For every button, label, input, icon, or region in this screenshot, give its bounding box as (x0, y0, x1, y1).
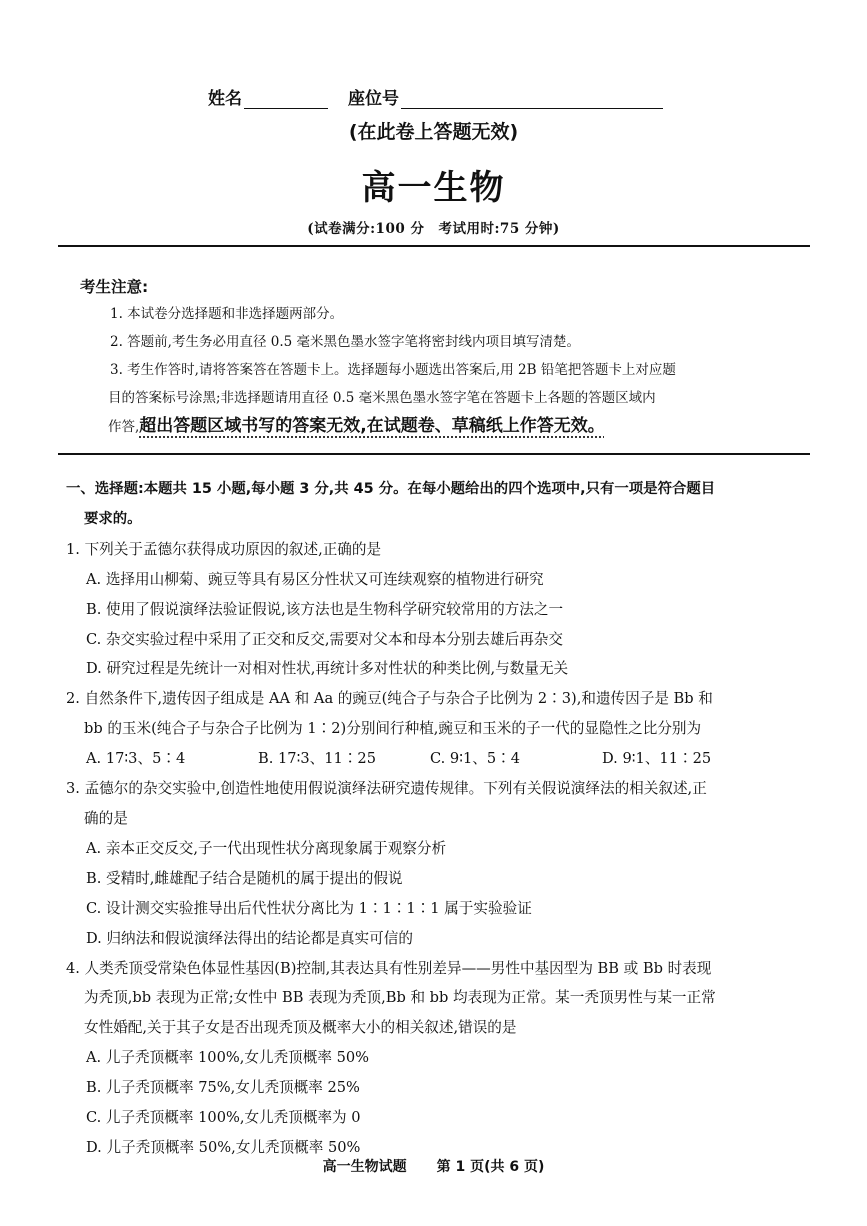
exam-title: 高一生物 (361, 168, 506, 208)
page-footer (0, 1156, 867, 1176)
divider-top (58, 245, 810, 247)
notice-emphasis: 超出答题区域书写的答案无效,在试题卷、草稿纸上作答无效。 (139, 416, 605, 436)
q1-option-c: C. 杂交实验过程中采用了正交和反交,需要对父本和母本分别去雄后再杂交 (86, 630, 563, 648)
q4-option-c: C. 儿子秃顶概率 100%,女儿秃顶概率为 0 (86, 1109, 361, 1127)
q4-option-b: B. 儿子秃顶概率 75%,女儿秃顶概率 25% (86, 1079, 360, 1097)
q4-stem-line-3: 女性婚配,关于其子女是否出现秃顶及概率大小的相关叙述,错误的是 (84, 1019, 517, 1037)
student-info-row (208, 84, 669, 109)
q2-option-b: B. 17∶3、11∶25 (258, 750, 376, 768)
q3-option-c: C. 设计测交实验推导出后代性状分离比为 1∶1∶1∶1 属于实验验证 (86, 899, 532, 917)
name-blank[interactable] (244, 90, 328, 109)
q2-stem-line-1: 2. 自然条件下,遗传因子组成是 AA 和 Aa 的豌豆(纯合子与杂合子比例为 2∶3),和遗传因子是 Bb 和 (66, 690, 713, 708)
notice-heading: 考生注意: (80, 278, 149, 296)
q4-option-d: D. 儿子秃顶概率 50%,女儿秃顶概率 50% (86, 1138, 361, 1156)
section-heading-line-2: 要求的。 (84, 510, 142, 527)
q2-stem-line-2: bb 的玉米(纯合子与杂合子比例为 1∶2)分别间行种植,豌豆和玉米的子一代的显隐性之比分别为 (84, 720, 702, 738)
q1-option-d: D. 研究过程是先统计一对相对性状,再统计多对性状的种类比例,与数量无关 (86, 660, 569, 678)
q3-option-a: A. 亲本正交反交,子一代出现性状分离现象属于观察分析 (86, 839, 447, 857)
q3-stem-line-2: 确的是 (84, 809, 128, 827)
q2-option-c: C. 9∶1、5∶4 (430, 750, 521, 768)
q4-option-a: A. 儿子秃顶概率 100%,女儿秃顶概率 50% (86, 1049, 370, 1067)
name-label: 姓名 (208, 89, 242, 109)
notice-item-3-lead: 作答, (108, 419, 140, 435)
q2-options (66, 744, 812, 774)
notice-item-3-line-3 (80, 412, 810, 441)
q4-stem-line-1: 4. 人类秃顶受常染色体显性基因(B)控制,其表达具有性别差异——男性中基因型为 BB 或 Bb 时表现 (66, 959, 712, 977)
q3-stem-line-1: 3. 孟德尔的杂交实验中,创造性地使用假说演绎法研究遗传规律。下列有关假说演绎法的相关叙述,正 (66, 780, 707, 798)
q2-option-d: D. 9∶1、11∶25 (602, 750, 712, 768)
q4-stem-line-2: 为秃顶,bb 表现为正常;女性中 BB 表现为秃顶,Bb 和 bb 均表现为正常。某一秃顶男性与某一正常 (84, 989, 716, 1007)
footer-page-info: 第 1 页(共 6 页) (436, 1159, 545, 1175)
notice-item-3-line-2: 目的答案标号涂黑;非选择题请用直径 0.5 毫米黑色墨水签字笔在答题卡上各题的答题区域内 (108, 390, 656, 406)
seat-blank[interactable] (401, 90, 663, 109)
notice-item-3-line-1: 3. 考生作答时,请将答案答在答题卡上。选择题每小题选出答案后,用 2B 铅笔把答题卡上对应题 (110, 362, 676, 378)
q3-option-b: B. 受精时,雌雄配子结合是随机的属于提出的假说 (86, 869, 403, 887)
seat-label: 座位号 (348, 89, 399, 109)
divider-bottom (58, 453, 810, 455)
notice-item-1: 1. 本试卷分选择题和非选择题两部分。 (110, 306, 344, 322)
exam-subtitle: (试卷满分:100 分 考试用时:75 分钟) (307, 221, 560, 237)
invalid-note: (在此卷上答题无效) (348, 121, 519, 143)
notice-item-2: 2. 答题前,考生务必用直径 0.5 毫米黑色墨水签字笔将密封线内项目填写清楚。 (110, 334, 581, 350)
q2-option-a: A. 17∶3、5∶4 (86, 750, 186, 768)
questions (66, 475, 812, 1163)
q1-stem: 1. 下列关于孟德尔获得成功原因的叙述,正确的是 (66, 540, 382, 558)
section-heading-line-1: 一、选择题:本题共 15 小题,每小题 3 分,共 45 分。在每小题给出的四个选项中,只有一项是符合题目 (66, 481, 716, 497)
footer-exam-name: 高一生物试题 (322, 1159, 407, 1175)
q1-option-b: B. 使用了假说演绎法验证假说,该方法也是生物科学研究较常用的方法之一 (86, 600, 564, 618)
q1-option-a: A. 选择用山柳菊、豌豆等具有易区分性状又可连续观察的植物进行研究 (86, 570, 544, 588)
q3-option-d: D. 归纳法和假说演绎法得出的结论都是真实可信的 (86, 929, 413, 947)
notice-list (80, 300, 810, 441)
